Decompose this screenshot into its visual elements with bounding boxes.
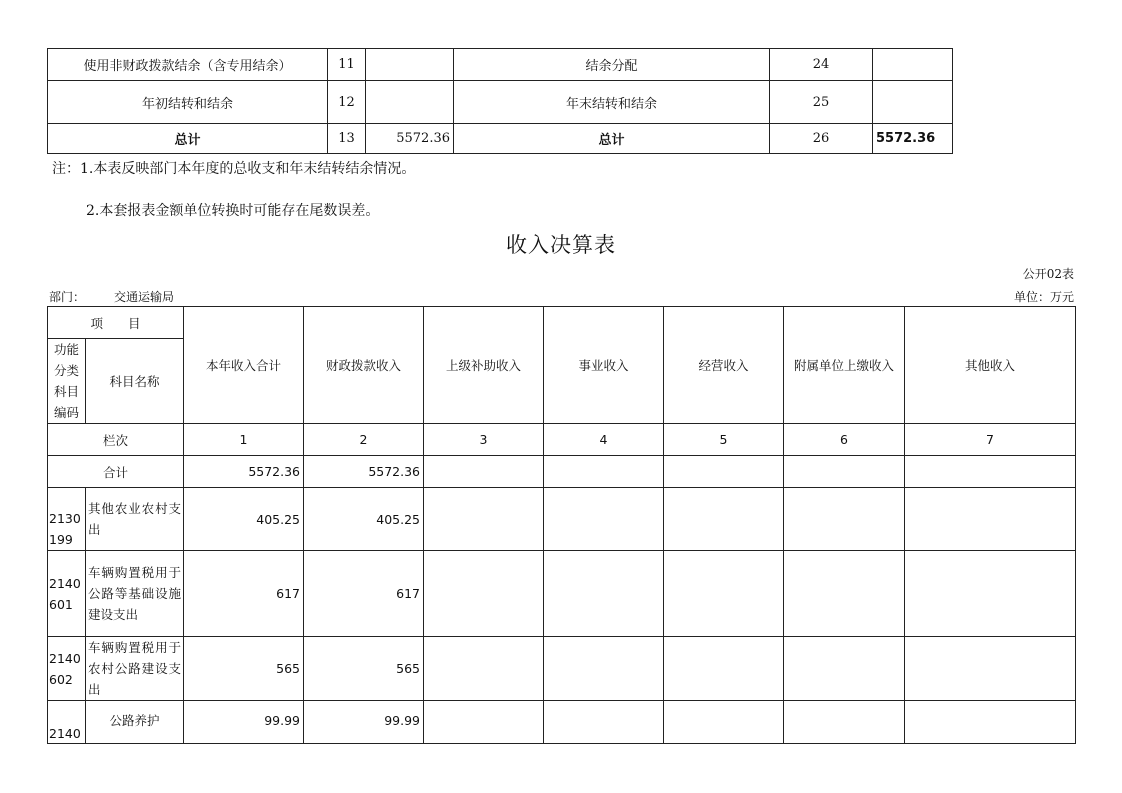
total-value: 5572.36 <box>366 124 454 154</box>
column-index: 1 <box>184 424 304 456</box>
column-index: 7 <box>905 424 1076 456</box>
total-row <box>48 124 953 154</box>
total-value <box>424 456 544 488</box>
name-header: 科目名称 <box>86 339 184 424</box>
total-label: 总计 <box>454 124 770 154</box>
department-label: 部门： <box>49 290 86 304</box>
income-value <box>784 488 905 551</box>
income-value <box>424 701 544 744</box>
income-value: 405.25 <box>184 488 304 551</box>
total-label: 合计 <box>48 456 184 488</box>
subject-name: 其他农业农村支出 <box>86 488 184 551</box>
balance-summary-table <box>47 48 953 154</box>
income-value: 565 <box>304 637 424 701</box>
income-value <box>784 701 905 744</box>
income-value: 617 <box>304 551 424 637</box>
table-row <box>48 701 1076 744</box>
income-table <box>47 306 1076 744</box>
row-label: 结余分配 <box>454 49 770 81</box>
total-label: 总计 <box>48 124 328 154</box>
item-header: 项 目 <box>48 307 184 339</box>
income-value <box>544 551 664 637</box>
function-code: 2140601 <box>48 551 86 637</box>
unit-label: 单位：万元 <box>1013 290 1074 304</box>
income-value <box>424 551 544 637</box>
column-index: 4 <box>544 424 664 456</box>
column-index-label: 栏次 <box>48 424 184 456</box>
income-value <box>905 551 1076 637</box>
note-2: 2.本套报表金额单位转换时可能存在尾数误差。 <box>86 203 380 219</box>
row-number: 26 <box>770 124 873 154</box>
function-code: 2140602 <box>48 637 86 701</box>
total-value: 5572.36 <box>304 456 424 488</box>
code-header: 功能分类科目编码 <box>48 339 86 424</box>
table-row <box>48 49 953 81</box>
total-row <box>48 456 1076 488</box>
income-value <box>544 701 664 744</box>
column-index: 3 <box>424 424 544 456</box>
column-header: 附属单位上缴收入 <box>784 307 905 424</box>
income-value: 565 <box>184 637 304 701</box>
row-number: 24 <box>770 49 873 81</box>
income-value <box>784 551 905 637</box>
row-number: 11 <box>328 49 366 81</box>
column-index-row <box>48 424 1076 456</box>
subject-name: 车辆购置税用于公路等基础设施建设支出 <box>86 551 184 637</box>
row-number: 12 <box>328 81 366 124</box>
table-row <box>48 551 1076 637</box>
total-value: 5572.36 <box>184 456 304 488</box>
column-index: 5 <box>664 424 784 456</box>
column-index: 6 <box>784 424 905 456</box>
column-header: 财政拨款收入 <box>304 307 424 424</box>
income-value <box>905 701 1076 744</box>
form-number: 公开02表 <box>1022 267 1074 281</box>
income-value <box>424 488 544 551</box>
row-value <box>873 81 953 124</box>
row-value <box>366 49 454 81</box>
total-value <box>544 456 664 488</box>
table-row <box>48 637 1076 701</box>
column-header: 经营收入 <box>664 307 784 424</box>
total-value: 5572.36 <box>873 124 953 154</box>
income-value <box>664 701 784 744</box>
total-value <box>905 456 1076 488</box>
header-row <box>48 307 1076 339</box>
row-label: 年初结转和结余 <box>48 81 328 124</box>
income-value <box>784 637 905 701</box>
column-header: 其他收入 <box>905 307 1076 424</box>
function-code: 2140 <box>48 701 86 744</box>
income-value <box>664 551 784 637</box>
income-value: 617 <box>184 551 304 637</box>
column-header: 本年收入合计 <box>184 307 304 424</box>
income-value <box>544 637 664 701</box>
column-index: 2 <box>304 424 424 456</box>
table-row <box>48 81 953 124</box>
income-value <box>544 488 664 551</box>
column-header: 事业收入 <box>544 307 664 424</box>
department-name: 交通运输局 <box>114 290 175 304</box>
row-number: 13 <box>328 124 366 154</box>
report-title: 收入决算表 <box>506 233 616 257</box>
row-number: 25 <box>770 81 873 124</box>
income-value: 405.25 <box>304 488 424 551</box>
income-value <box>664 488 784 551</box>
income-value <box>905 488 1076 551</box>
income-value: 99.99 <box>304 701 424 744</box>
column-header: 上级补助收入 <box>424 307 544 424</box>
income-value <box>664 637 784 701</box>
income-value <box>905 637 1076 701</box>
row-value <box>366 81 454 124</box>
row-label: 年末结转和结余 <box>454 81 770 124</box>
total-value <box>664 456 784 488</box>
row-value <box>873 49 953 81</box>
income-value <box>424 637 544 701</box>
function-code: 2130199 <box>48 488 86 551</box>
table-row <box>48 488 1076 551</box>
note-1: 注：1.本表反映部门本年度的总收支和年末结转结余情况。 <box>52 161 416 177</box>
total-value <box>784 456 905 488</box>
row-label: 使用非财政拨款结余（含专用结余） <box>48 49 328 81</box>
income-value: 99.99 <box>184 701 304 744</box>
subject-name: 公路养护 <box>86 701 184 744</box>
subject-name: 车辆购置税用于农村公路建设支出 <box>86 637 184 701</box>
